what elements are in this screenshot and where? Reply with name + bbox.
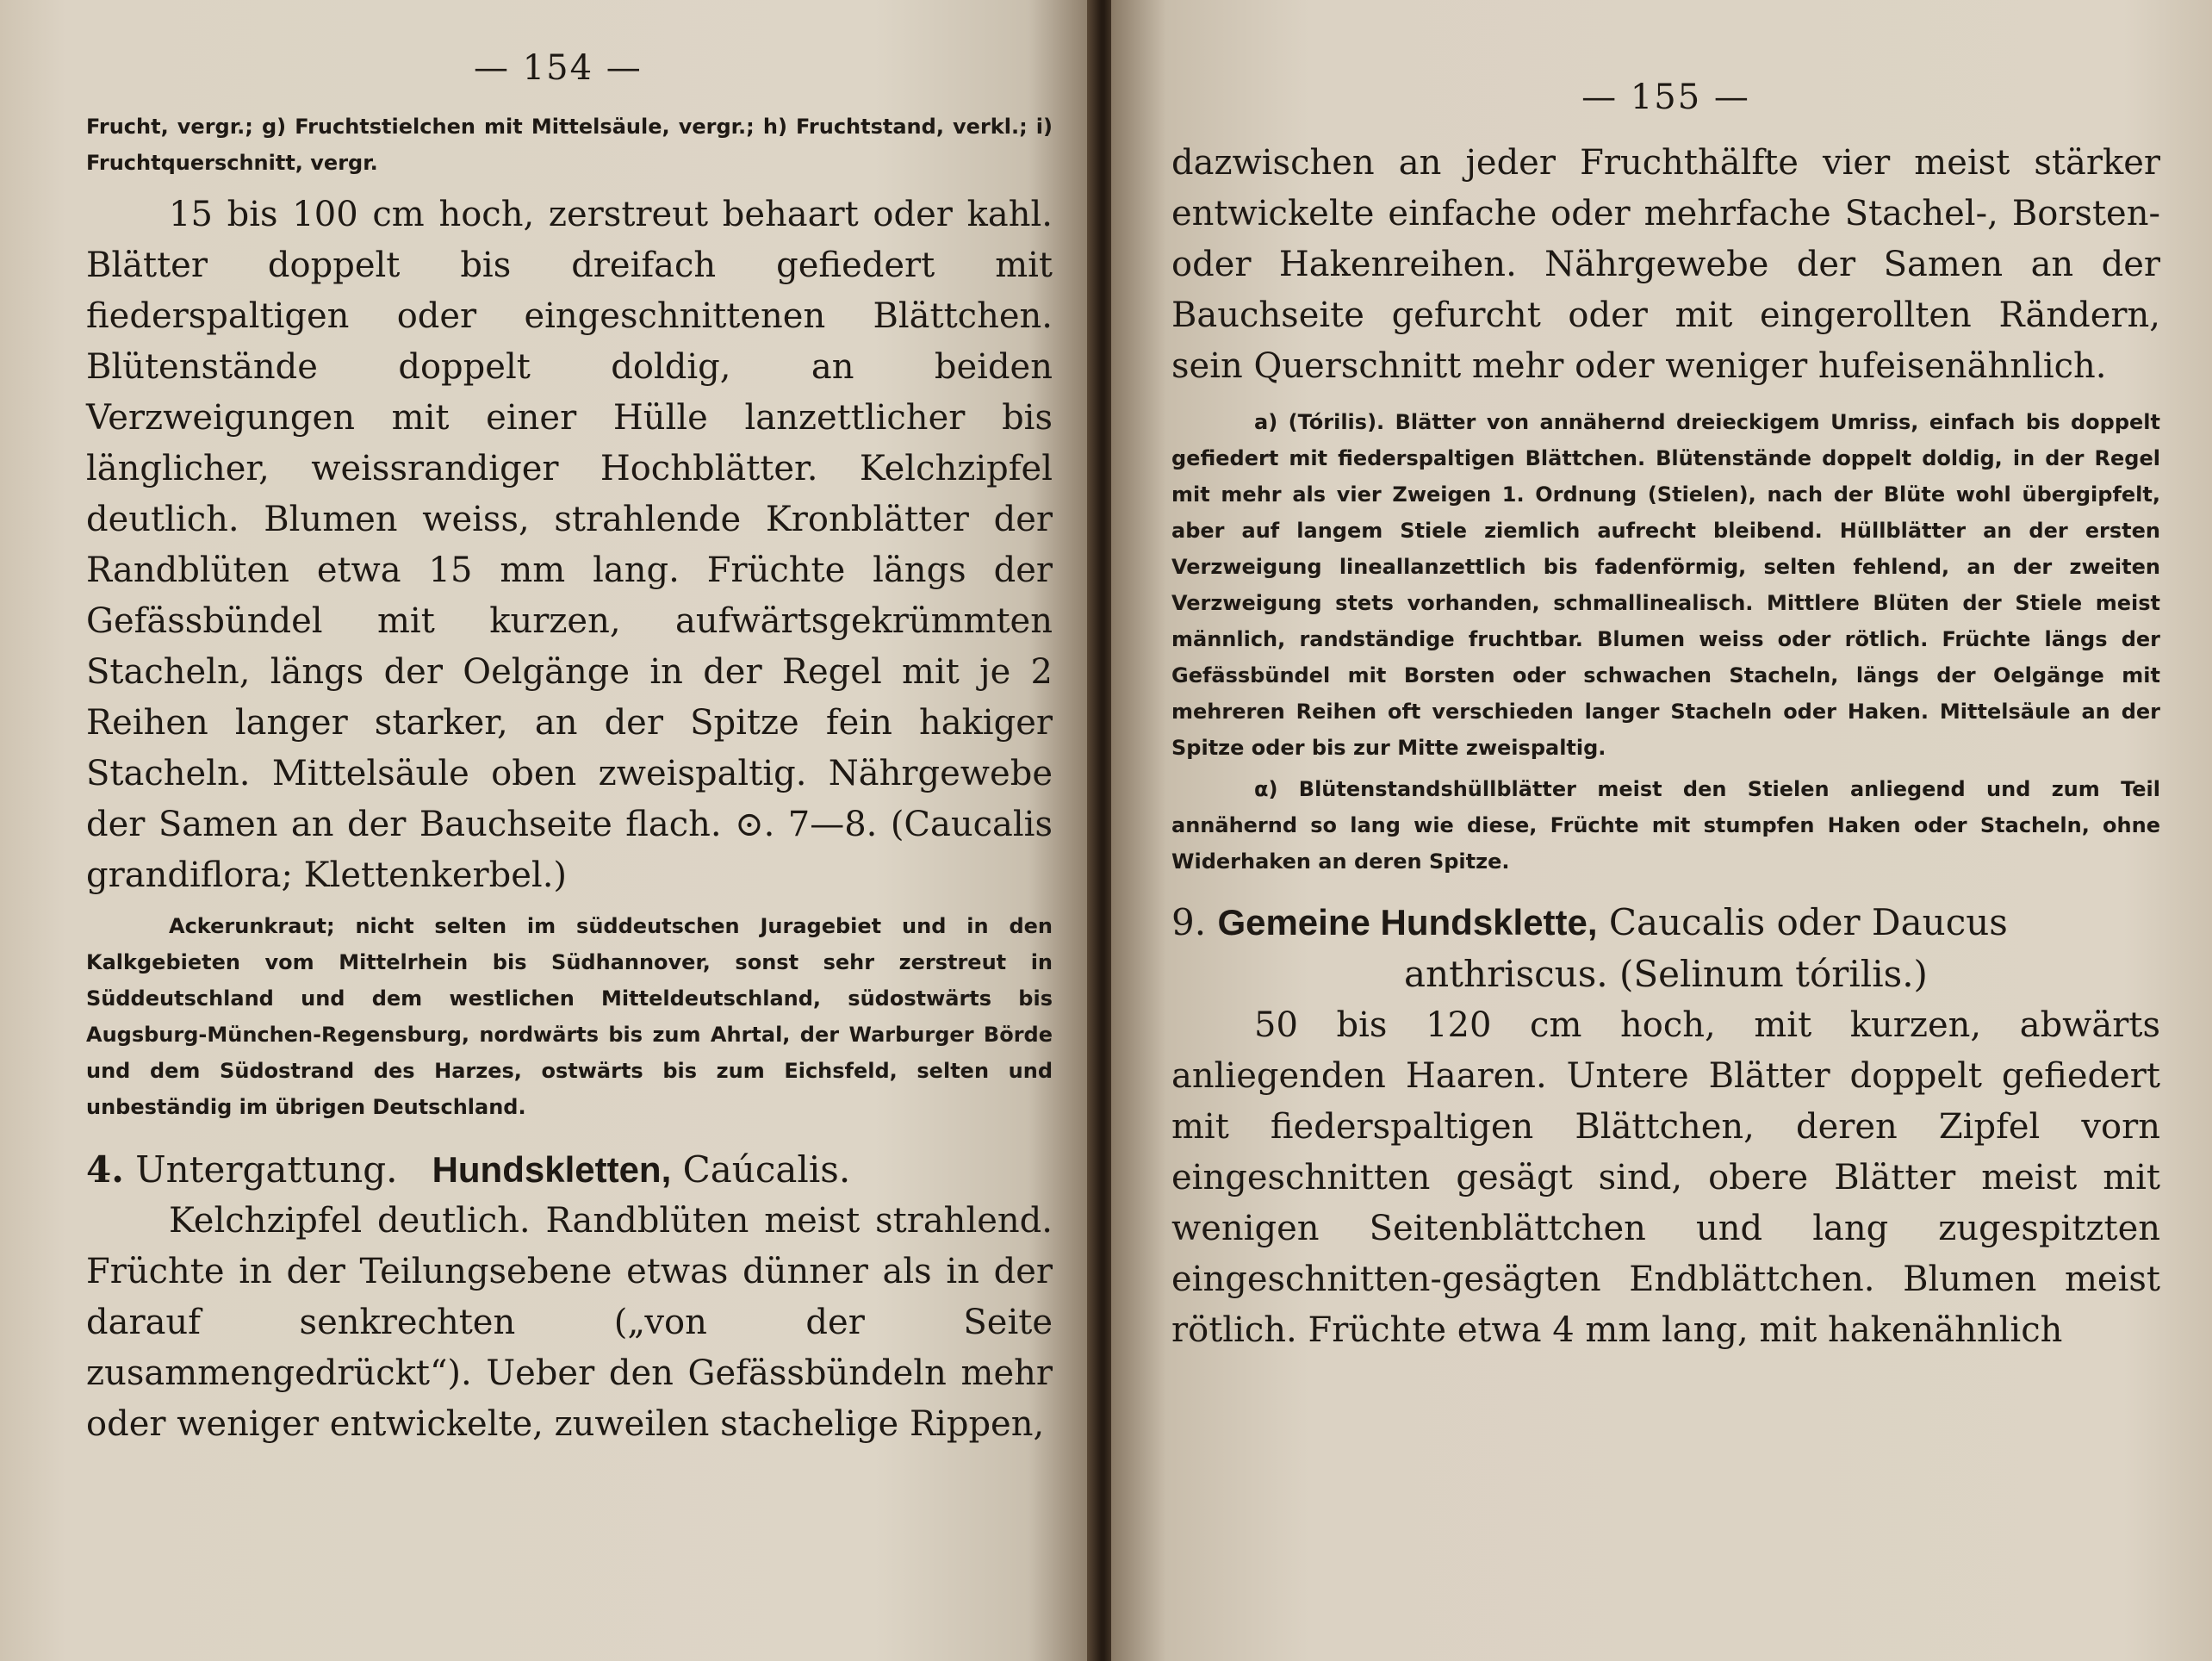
page-number-left: — 154 —	[474, 48, 643, 88]
subgenus-title: Hundskletten,	[432, 1149, 672, 1190]
species-description: 50 bis 120 cm hoch, mit kurzen, abwärts anliegenden Haaren. Untere Blätter doppelt gefiedert mit fiederspaltigen Blättchen, deren Zipfel vorn eingeschnitten gesägt sind, obere Blätter meist mit wenigen Seitenblättchen und lang zugespitzten eingeschnitten-gesägten Endblättchen. Blumen meist rötlich. Früchte etwa 4 mm lang, mit hakenähnlich	[1171, 1005, 2160, 1350]
subgenus-prefix: Untergattung.	[135, 1148, 398, 1191]
figure-caption: Frucht, vergr.; g) Fruchtstielchen mit Mittelsäule, vergr.; h) Fruchtstand, verkl.; i) Fruchtquerschnitt, vergr.	[86, 115, 1053, 175]
subgenus-latin: Caúcalis.	[682, 1148, 851, 1191]
page-number-right: — 155 —	[1581, 78, 1750, 117]
continuation-paragraph: dazwischen an jeder Fruchthälfte vier meist stärker entwickelte einfache oder mehrfache Stachel-, Borsten- oder Hakenreihen. Nährgewebe der Samen an der Bauchseite gefurcht oder mit eingerollten Rändern, sein Querschnitt mehr oder weniger hufeisenähnlich.	[1171, 143, 2160, 386]
subgenus-description: Kelchzipfel deutlich. Randblüten meist strahlend. Früchte in der Teilungsebene etwas dünner als in der darauf senkrechten („von der Seite zusammengedrückt“). Ueber den Gefässbündeln mehr oder weniger entwickelte, zuweilen stachelige Rippen,	[86, 1201, 1053, 1444]
subgenus-number: 4.	[86, 1148, 124, 1191]
species-name: Gemeine Hundsklette,	[1217, 902, 1598, 942]
right-page	[1111, 0, 2212, 1661]
species-latin-2: anthriscus. (Selinum tórilis.)	[1404, 953, 1928, 995]
species-heading	[1171, 897, 2160, 1000]
species-number: 9.	[1171, 901, 1207, 943]
left-page	[0, 0, 1094, 1661]
subgenus-heading	[86, 1144, 1053, 1196]
group-a-paragraph: a) (Tórilis). Blätter von annähernd dreieckigem Umriss, einfach bis doppelt gefiedert mit fiederspaltigen Blättchen. Blütenstände doppelt doldig, in der Regel mit mehr als vier Zweigen 1. Ordnung (Stielen), nach der Blüte wohl übergipfelt, aber auf langem Stiele ziemlich aufrecht bleibend. Hüllblätter an der ersten Verzweigung lineallanzettlich bis fadenförmig, selten fehlend, an der zweiten Verzweigung stets vorhanden, schmallinealisch. Mittlere Blüten der Stiele meist männlich, randständige fruchtbar. Blumen weiss oder rötlich. Früchte längs der Gefässbündel mit Borsten oder schwachen Stacheln, längs der Oelgänge mit mehreren Reihen oft verschieden langer Stacheln oder Haken. Mittelsäule an der Spitze oder bis zur Mitte zweispaltig.	[1171, 410, 2160, 760]
distribution-paragraph: Ackerunkraut; nicht selten im süddeutschen Juragebiet und in den Kalkgebieten vom Mittelrhein bis Südhannover, sonst sehr zerstreut in Süddeutschland und dem westlichen Mitteldeutschland, südostwärts bis Augsburg-München-Regensburg, nordwärts bis zum Ahrtal, der Warburger Börde und dem Südostrand des Harzes, ostwärts bis zum Eichsfeld, selten und unbeständig im übrigen Deutschland.	[86, 914, 1053, 1119]
description-paragraph: 15 bis 100 cm hoch, zerstreut behaart oder kahl. Blätter doppelt bis dreifach gefiedert mit fiederspaltigen oder eingeschnittenen Blättchen. Blütenstände doppelt doldig, an beiden Verzweigungen mit einer Hülle lanzettlicher bis länglicher, weissrandiger Hochblätter. Kelchzipfel deutlich. Blumen weiss, strahlende Kronblätter der Randblüten etwa 15 mm lang. Früchte längs der Gefässbündel mit kurzen, aufwärtsgekrümmten Stacheln, längs der Oelgänge in der Regel mit je 2 Reihen langer starker, an der Spitze fein hakiger Stacheln. Mittelsäule oben zweispaltig. Nährgewebe der Samen an der Bauchseite flach. ⊙. 7—8. (Caucalis grandiflora; Klettenkerbel.)	[86, 195, 1053, 895]
group-alpha-paragraph: α) Blütenstandshüllblätter meist den Stielen anliegend und zum Teil annähernd so lang wie diese, Früchte mit stumpfen Haken oder Stacheln, ohne Widerhaken an deren Spitze.	[1171, 777, 2160, 874]
species-latin-1: Caucalis oder Daucus	[1608, 901, 2008, 943]
